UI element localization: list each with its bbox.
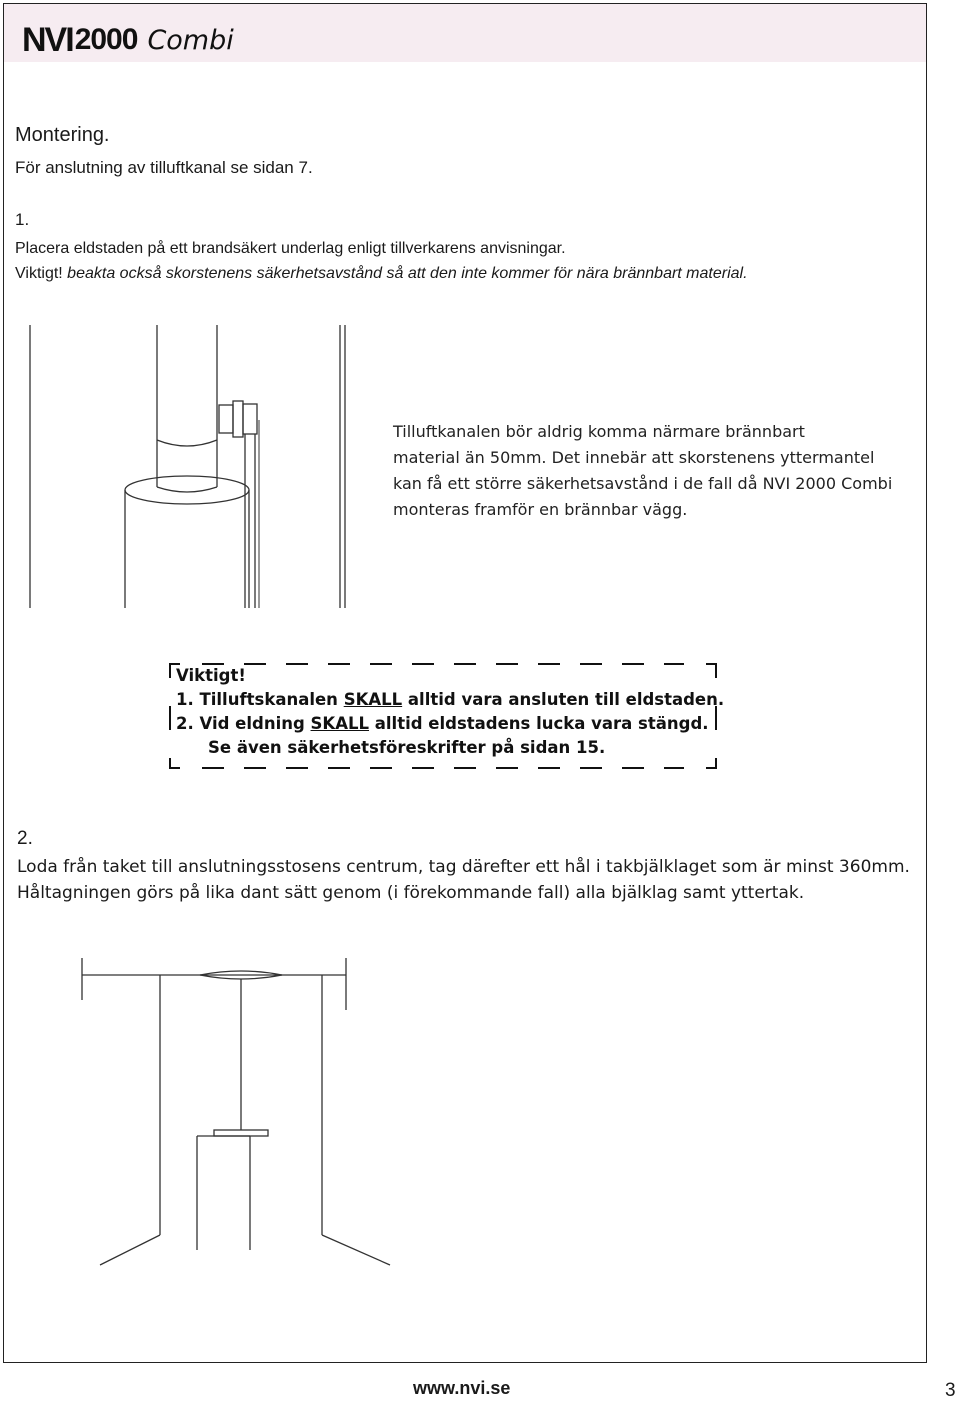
warning-item-1 <box>176 688 724 712</box>
step2-line-2: Håltagningen görs på lika dant sätt genom (i förekommande fall) alla bjälklag samt yttertak. <box>17 883 805 903</box>
step1-note <box>15 265 748 283</box>
figure1-note-line: kan få ett större säkerhetsavstånd i de fall då NVI 2000 Combi <box>393 474 893 493</box>
page-number: 3 <box>945 1380 956 1401</box>
logo-number: 2000 <box>74 23 138 56</box>
logo-mark: NVI <box>22 20 73 59</box>
figure1-note <box>393 419 923 523</box>
warning-item-1-pre: 1. Tilluftskanalen <box>176 690 344 709</box>
warning-item-2-pre: 2. Vid eldning <box>176 714 311 733</box>
section-title: Montering. <box>15 124 110 146</box>
logo-product-name: Combi <box>147 24 234 56</box>
step2-line-1: Loda från taket till anslutningsstosens centrum, tag därefter ett hål i takbjälklaget som är minst 360mm. <box>17 857 910 877</box>
warning-item-2-post: alltid eldstadens lucka vara stängd. <box>369 714 709 733</box>
warning-title: Viktigt! <box>176 666 246 685</box>
warning-item-1-post: alltid vara ansluten till eldstaden. <box>402 690 725 709</box>
footer-url[interactable]: www.nvi.se <box>413 1378 511 1398</box>
warning-item-2-emphasis: SKALL <box>310 714 370 733</box>
warning-item-3: Se även säkerhetsföreskrifter på sidan 15. <box>208 738 606 757</box>
warning-item-1-emphasis: SKALL <box>343 690 403 709</box>
warning-item-2 <box>176 712 724 736</box>
brand-logo <box>22 22 234 58</box>
section-subtitle: För anslutning av tilluftkanal se sidan 7. <box>15 158 313 177</box>
step1-note-text: beakta också skorstenens säkerhetsavstånd så att den inte kommer för nära brännbart material. <box>62 265 748 282</box>
warning-box <box>176 664 724 760</box>
figure1-note-line: material än 50mm. Det innebär att skorstenens yttermantel <box>393 448 875 467</box>
step1-text: Placera eldstaden på ett brandsäkert underlag enligt tillverkarens anvisningar. <box>15 240 566 257</box>
step2-number: 2. <box>17 828 33 849</box>
figure1-note-line: monteras framför en brännbar vägg. <box>393 500 688 519</box>
step1-note-prefix: Viktigt! <box>15 265 63 282</box>
step1-number: 1. <box>15 210 30 229</box>
figure1-note-line: Tilluftkanalen bör aldrig komma närmare brännbart <box>393 422 805 441</box>
